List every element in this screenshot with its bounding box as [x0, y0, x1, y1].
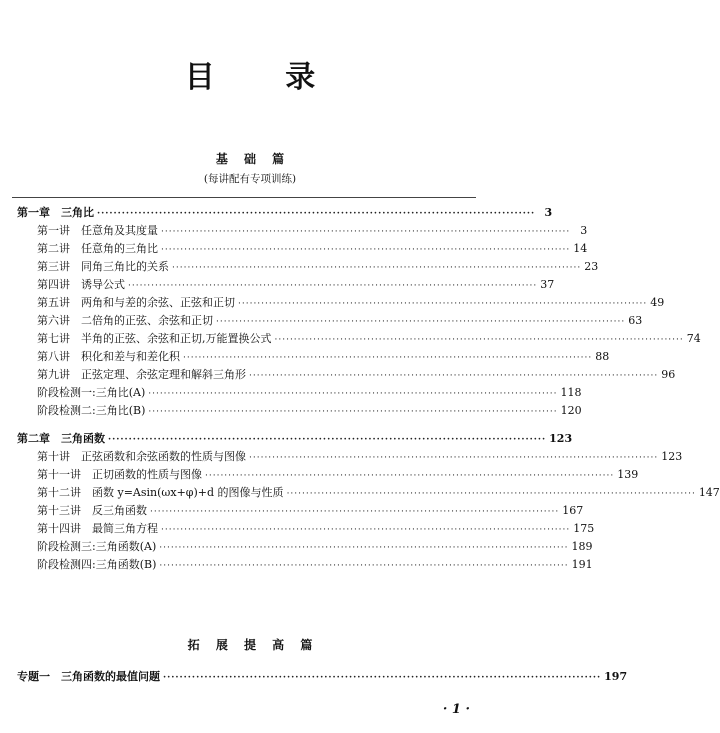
leader-dots: ··········································································································: [249, 453, 659, 463]
item-label: 第二讲 任意角的三角比: [37, 242, 158, 255]
page-ref: 175: [573, 522, 595, 535]
leader-dots: ··········································································································: [216, 317, 626, 327]
item-label: 第十一讲 正切函数的性质与图像: [37, 468, 202, 481]
basic-section-subtitle: (每讲配有专项训练): [203, 173, 297, 185]
item-label: 第十讲 正弦函数和余弦函数的性质与图像: [37, 450, 246, 463]
toc-item[interactable]: [37, 402, 582, 420]
leader-dots: ··········································································································: [172, 263, 582, 273]
item-label: 第十四讲 最简三角方程: [37, 522, 158, 535]
page-ref: 74: [686, 332, 701, 345]
page-ref: 147: [698, 486, 720, 499]
leader-dots: ··········································································································: [163, 673, 602, 683]
leader-dots: ··········································································································: [108, 435, 547, 445]
toc-title: 目 录: [184, 60, 346, 95]
topic-1-entry[interactable]: [17, 668, 628, 686]
item-label: 第六讲 二倍角的正弦、余弦和正切: [37, 314, 213, 327]
leader-dots: ··········································································································: [148, 407, 558, 417]
item-label: 第四讲 诱导公式: [37, 278, 125, 291]
leader-dots: ··········································································································: [97, 209, 536, 219]
item-label: 第五讲 两角和与差的余弦、正弦和正切: [37, 296, 235, 309]
leader-dots: ··········································································································: [161, 525, 571, 535]
leader-dots: ··········································································································: [161, 227, 571, 237]
toc-item[interactable]: [37, 348, 610, 366]
page-ref: 96: [661, 368, 676, 381]
leader-dots: ··········································································································: [249, 371, 659, 381]
topic-label: 专题一 三角函数的最值问题: [17, 670, 160, 683]
page-ref: 123: [661, 450, 683, 463]
leader-dots: ··········································································································: [148, 389, 558, 399]
item-label: 阶段检测二:三角比(B): [37, 404, 146, 417]
chapter-label: 第一章 三角比: [17, 206, 94, 219]
page-ref: 139: [617, 468, 639, 481]
page-ref: 189: [571, 540, 593, 553]
page-ref: 123: [549, 432, 573, 445]
page-ref: 88: [595, 350, 610, 363]
leader-dots: ··········································································································: [159, 561, 569, 571]
page-ref: 63: [628, 314, 643, 327]
toc-item[interactable]: [37, 502, 584, 520]
basic-section-heading: 基 础 篇: [215, 152, 291, 166]
toc-item[interactable]: [37, 484, 720, 502]
page-ref: 37: [540, 278, 555, 291]
leader-dots: ··········································································································: [274, 335, 684, 345]
toc-item[interactable]: [37, 448, 683, 466]
item-label: 阶段检测三:三角函数(A): [37, 540, 157, 553]
toc-item[interactable]: [37, 520, 595, 538]
page-ref: 120: [560, 404, 582, 417]
leader-dots: ··········································································································: [161, 245, 571, 255]
toc-item[interactable]: [37, 294, 665, 312]
page-ref: 167: [562, 504, 584, 517]
advanced-section-heading: 拓 展 提 高 篇: [187, 638, 319, 652]
page-ref: 23: [584, 260, 599, 273]
toc-item[interactable]: [37, 240, 588, 258]
item-label: 第七讲 半角的正弦、余弦和正切,万能置换公式: [37, 332, 272, 345]
leader-dots: ··········································································································: [128, 281, 538, 291]
item-label: 第十二讲 函数 y=Asin(ωx+φ)+d 的图像与性质: [37, 486, 284, 499]
toc-item[interactable]: [37, 366, 676, 384]
item-label: 第八讲 积化和差与和差化积: [37, 350, 180, 363]
toc-item[interactable]: [37, 276, 555, 294]
leader-dots: ··········································································································: [150, 507, 560, 517]
page-ref: 3: [580, 224, 588, 237]
toc-item[interactable]: [37, 538, 593, 556]
page-ref: 118: [560, 386, 582, 399]
item-label: 第十三讲 反三角函数: [37, 504, 147, 517]
page-number: · 1 ·: [442, 702, 470, 717]
top-rule: [12, 197, 476, 198]
toc-item[interactable]: [37, 222, 588, 240]
item-label: 阶段检测四:三角函数(B): [37, 558, 157, 571]
item-label: 第三讲 同角三角比的关系: [37, 260, 169, 273]
chapter-2-entry[interactable]: [17, 430, 573, 448]
leader-dots: ··········································································································: [159, 543, 569, 553]
leader-dots: ··········································································································: [183, 353, 593, 363]
toc-item[interactable]: [37, 384, 582, 402]
item-label: 第九讲 正弦定理、余弦定理和解斜三角形: [37, 368, 246, 381]
leader-dots: ··········································································································: [286, 489, 696, 499]
leader-dots: ··········································································································: [238, 299, 648, 309]
page-ref: 3: [544, 206, 553, 219]
toc-item[interactable]: [37, 258, 599, 276]
page-ref: 49: [650, 296, 665, 309]
toc-item[interactable]: [37, 312, 643, 330]
page-ref: 197: [604, 670, 628, 683]
page-ref: 191: [571, 558, 593, 571]
toc-item[interactable]: [37, 466, 639, 484]
page-ref: 14: [573, 242, 588, 255]
chapter-label: 第二章 三角函数: [17, 432, 105, 445]
leader-dots: ··········································································································: [205, 471, 615, 481]
chapter-1-entry[interactable]: [17, 204, 553, 222]
item-label: 阶段检测一:三角比(A): [37, 386, 146, 399]
toc-item[interactable]: [37, 556, 593, 574]
item-label: 第一讲 任意角及其度量: [37, 224, 158, 237]
toc-item[interactable]: [37, 330, 701, 348]
